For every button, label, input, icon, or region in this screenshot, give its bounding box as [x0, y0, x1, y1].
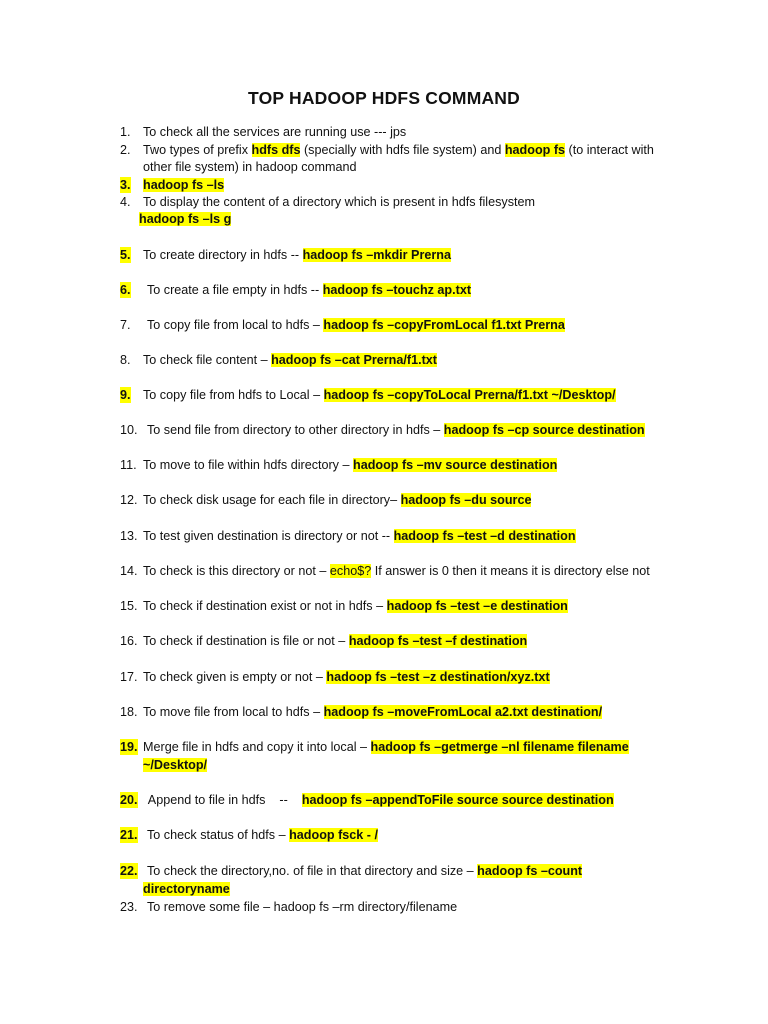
- item-number: 2.: [120, 143, 131, 157]
- item-number: 13.: [120, 529, 138, 543]
- item-text: [143, 669, 550, 685]
- item-text-continuation: other file system) in hadoop command: [143, 160, 357, 174]
- item-number: 10.: [120, 423, 138, 437]
- item-text-part: To move to file within hdfs directory –: [143, 458, 353, 472]
- item-number: 15.: [120, 599, 138, 613]
- item-text: [147, 863, 582, 879]
- item-number: 3.: [120, 178, 131, 192]
- highlighted-command: hadoop fs –test –e destination: [386, 599, 568, 613]
- item-number: 21.: [120, 828, 138, 842]
- item-text: [143, 633, 527, 649]
- item-text: [143, 247, 451, 263]
- item-text-part: To check if destination exist or not in hdfs –: [143, 599, 387, 613]
- highlighted-command: hadoop fs: [504, 143, 566, 157]
- item-text-continuation: [143, 757, 207, 773]
- item-number: 7.: [120, 318, 131, 332]
- highlighted-command: hadoop fs –copyFromLocal f1.txt Prerna: [323, 318, 565, 332]
- item-text: [143, 563, 650, 579]
- page-title: TOP HADOOP HDFS COMMAND: [248, 88, 520, 108]
- item-number: 12.: [120, 493, 138, 507]
- item-text: [143, 598, 568, 614]
- highlighted-command: ~/Desktop/: [143, 758, 208, 772]
- item-text-part: To check is this directory or not –: [143, 564, 330, 578]
- highlighted-command: hadoop fs –du source: [400, 493, 532, 507]
- item-text-part: To test given destination is directory or not --: [143, 529, 394, 543]
- highlighted-command: directoryname: [143, 882, 230, 896]
- item-text: [143, 492, 531, 508]
- item-text: [143, 528, 576, 544]
- highlighted-command: hadoop fs –cat Prerna/f1.txt: [271, 353, 437, 367]
- highlighted-command: hadoop fs –moveFromLocal a2.txt destination/: [323, 705, 603, 719]
- highlighted-command: hdfs dfs: [251, 143, 301, 157]
- highlighted-command: hadoop fs –appendToFile source source destination: [301, 793, 614, 807]
- item-number: 18.: [120, 705, 138, 719]
- item-number: 6.: [120, 283, 131, 297]
- item-text: To remove some file – hadoop fs –rm directory/filename: [147, 900, 458, 914]
- highlighted-command: hadoop fs –touchz ap.txt: [322, 283, 472, 297]
- item-text-part: To create directory in hdfs --: [143, 248, 303, 262]
- highlighted-command: hadoop fs –test –z destination/xyz.txt: [326, 670, 550, 684]
- item-text-part: Two types of prefix: [143, 143, 252, 157]
- item-text-continuation: [139, 211, 231, 227]
- item-text: [147, 317, 565, 333]
- item-number: 19.: [120, 740, 138, 754]
- item-number: 4.: [120, 195, 131, 209]
- item-text-continuation: [143, 881, 230, 897]
- highlighted-command: hadoop fs –test –d destination: [393, 529, 576, 543]
- item-number: 5.: [120, 248, 131, 262]
- item-text: [143, 739, 629, 755]
- item-number: 8.: [120, 353, 131, 367]
- highlighted-command: hadoop fs –copyToLocal Prerna/f1.txt ~/Desktop/: [323, 388, 616, 402]
- item-number: 22.: [120, 864, 138, 878]
- highlighted-command: hadoop fs –count: [477, 864, 583, 878]
- item-text-part: If answer is 0 then it means it is directory else not: [371, 564, 650, 578]
- item-text-part: To check file content –: [143, 353, 272, 367]
- item-number: 1.: [120, 125, 131, 139]
- highlighted-command: echo$?: [329, 564, 372, 578]
- item-number: 23.: [120, 900, 138, 914]
- item-text: [147, 422, 645, 438]
- item-text-part: To create a file empty in hdfs --: [147, 283, 323, 297]
- item-text: To display the content of a directory which is present in hdfs filesystem: [143, 195, 535, 209]
- item-text-part: To check disk usage for each file in directory–: [143, 493, 401, 507]
- highlighted-command: hadoop fs –mkdir Prerna: [302, 248, 451, 262]
- highlighted-command: hadoop fs –test –f destination: [348, 634, 528, 648]
- item-text-part: To copy file from local to hdfs –: [147, 318, 324, 332]
- highlighted-command: hadoop fs –getmerge –nl filename filename: [370, 740, 629, 754]
- highlighted-command: hadoop fs –ls: [143, 178, 225, 192]
- item-text-part: Append to file in hdfs --: [145, 793, 302, 807]
- item-text-part: To move file from local to hdfs –: [143, 705, 324, 719]
- item-number: 20.: [120, 793, 138, 807]
- item-number: 16.: [120, 634, 138, 648]
- item-text-part: To check given is empty or not –: [143, 670, 327, 684]
- item-number: 14.: [120, 564, 138, 578]
- item-text-part: To check the directory,no. of file in that directory and size –: [147, 864, 478, 878]
- item-text: [147, 282, 471, 298]
- item-text: [143, 177, 224, 193]
- item-text-part: To check status of hdfs –: [147, 828, 290, 842]
- item-text: [143, 457, 557, 473]
- item-text: [145, 792, 614, 808]
- item-text: [143, 704, 602, 720]
- highlighted-command: hadoop fs –mv source destination: [353, 458, 558, 472]
- item-text-part: To copy file from hdfs to Local –: [143, 388, 324, 402]
- item-text: [143, 142, 654, 158]
- item-text-part: To send file from directory to other directory in hdfs –: [147, 423, 444, 437]
- item-number: 17.: [120, 670, 138, 684]
- item-text-part: To check if destination is file or not –: [143, 634, 349, 648]
- item-text: [147, 827, 378, 843]
- highlighted-command: hadoop fs –ls g: [139, 212, 232, 226]
- item-number: 9.: [120, 388, 131, 402]
- highlighted-command: hadoop fsck - /: [289, 828, 378, 842]
- item-text-part: (to interact with: [565, 143, 654, 157]
- item-number: 11.: [120, 458, 137, 472]
- highlighted-command: hadoop fs –cp source destination: [443, 423, 645, 437]
- item-text: [143, 387, 616, 403]
- item-text-part: (specially with hdfs file system) and: [300, 143, 505, 157]
- item-text-part: Merge file in hdfs and copy it into local –: [143, 740, 371, 754]
- item-text: [143, 352, 437, 368]
- item-text: To check all the services are running use --- jps: [143, 125, 407, 139]
